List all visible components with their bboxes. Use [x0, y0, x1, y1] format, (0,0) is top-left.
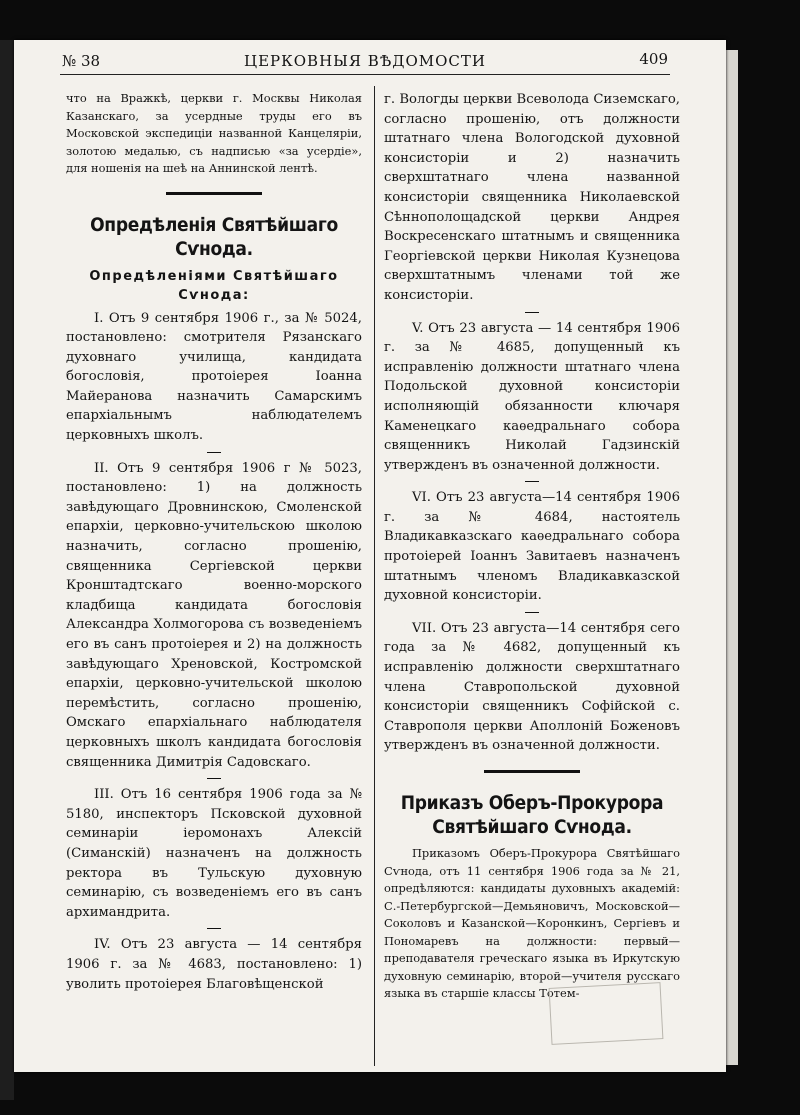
- column-rule: [374, 86, 375, 1066]
- journal-page: [14, 40, 726, 1072]
- item-separator: [207, 452, 221, 453]
- decree-item: II. Отъ 9 сентября 1906 г № 5023, постановлено: 1) на должность завѣдующаго Дровнинскою, Смоленской епархіи, церковно-учительскою школою назначить, согласно прошенію, священника Сергіевской церкви Кронштадтскаго военно-морского кладбища кандидата богословія Александра Холмогорова съ возведеніемъ его въ санъ протоіерея и 2) на должность завѣдующаго Хреновской, Костромской епархіи, церковно-учительской школою перемѣстить, согласно прошенію, Омскаго епархіальнаго наблюдателя церковныхъ школъ кандидата богословія священника Димитрія Садовскаго.: [66, 460, 362, 770]
- section-separator: [484, 770, 580, 773]
- left-column: [66, 90, 362, 994]
- decree-item: IV. Отъ 23 августа — 14 сентября 1906 г. за № 4683, постановлено: 1) уволить протоіерея Благовѣщенской: [66, 937, 362, 992]
- decree-item: V. Отъ 23 августа — 14 сентября 1906 г. за № 4685, допущенный къ исправленію должности штатнаго члена Подольской духовной консисторіи исполняющій обязанности ключаря Каменецкаго каѳедральнаго собора священникъ Николай Гадзинскій утвержденъ въ означенной должности.: [384, 320, 680, 473]
- decree-item: I. Отъ 9 сентября 1906 г., за № 5024, постановлено: смотрителя Рязанскаго духовнаго училища, кандидата богословія, протоіерея Іоанна Майеранова назначить Самарскимъ епархіальнымъ наблюдателемъ церковныхъ школъ.: [66, 310, 362, 444]
- header-rule: [60, 74, 670, 75]
- order-paragraph: Приказомъ Оберъ-Прокурора Святѣйшаго Сѵнода, отъ 11 сентября 1906 года за № 21, опредѣляются: кандидаты духовныхъ академій: С.-Петербургской—Демьяновичъ, Московской—Соколовъ и Казанской—Коронкинъ, Сергіевъ и Пономаревъ на должности: первый—преподавателя греческаго языка въ Иркутскую духовную семинарію, второй—учителя русскаго языка въ старшіе классы Тотем-: [384, 846, 680, 1000]
- item-separator: [207, 778, 221, 779]
- decree-item: VII. Отъ 23 августа—14 сентября сего года за № 4682, допущенный къ исправленію должности сверхштатнаго члена Ставропольской духовной консисторіи священникъ Софійской с. Ставрополя церкви Аполлоній Боженовъ утвержденъ въ означенной должности.: [384, 620, 680, 754]
- journal-title: ЦЕРКОВНЫЯ ВѢДОМОСТИ: [244, 52, 486, 70]
- right-column: [384, 90, 680, 1003]
- item-separator: [207, 928, 221, 929]
- continuation-paragraph: г. Вологды церкви Всеволода Сиземскаго, согласно прошенію, отъ должности штатнаго члена Вологодской духовной консисторіи и 2) назначить сверхштатнаго члена названной консисторіи священника Николаевской Сѣннополощадской церкви Андрея Воскресенскаго штатнымъ и священника Георгіевской церкви Николая Кузнецова сверхштатнымъ членами той же консисторіи.: [384, 92, 680, 303]
- decree-item: III. Отъ 16 сентября 1906 года за № 5180, инспекторъ Псковской духовной семинаріи іеромонахъ Алексій (Симанскій) назначенъ на должность ректора въ Тульскую духовную семинарію, съ возведеніемъ его въ санъ архимандрита.: [66, 787, 362, 920]
- page-number: 409: [639, 50, 668, 68]
- decree-item: VI. Отъ 23 августа—14 сентября 1906 г. за № 4684, настоятель Владикавказскаго каѳедральнаго собора протоіерей Іоаннъ Завитаевъ назначенъ штатнымъ членомъ Владикавказской духовной консисторіи.: [384, 490, 680, 604]
- section-separator: [166, 192, 262, 195]
- library-stamp: [549, 982, 664, 1045]
- section-title: Опредѣленія Святѣйшаго Сѵнода.: [90, 213, 338, 260]
- item-separator: [525, 312, 539, 313]
- page-edge: [726, 50, 738, 1065]
- item-separator: [525, 481, 539, 482]
- item-separator: [525, 612, 539, 613]
- intro-paragraph: что на Вражкѣ, церкви г. Москвы Николая Казанскаго, за усердные труды его въ Московской экспедиціи названной Канцеляріи, золотою медалью, съ надписью «за усердіе», для ношенія на шеѣ на Аннинской лентѣ.: [66, 91, 362, 175]
- binding-edge: [0, 40, 14, 1100]
- section-title: Приказъ Оберъ-Прокурора Святѣйшаго Сѵнода.: [400, 792, 664, 838]
- running-header: [62, 50, 668, 74]
- issue-number: № 38: [62, 52, 101, 70]
- section-subtitle: Опредѣленіями Святѣйшаго Сѵнода:: [89, 268, 339, 303]
